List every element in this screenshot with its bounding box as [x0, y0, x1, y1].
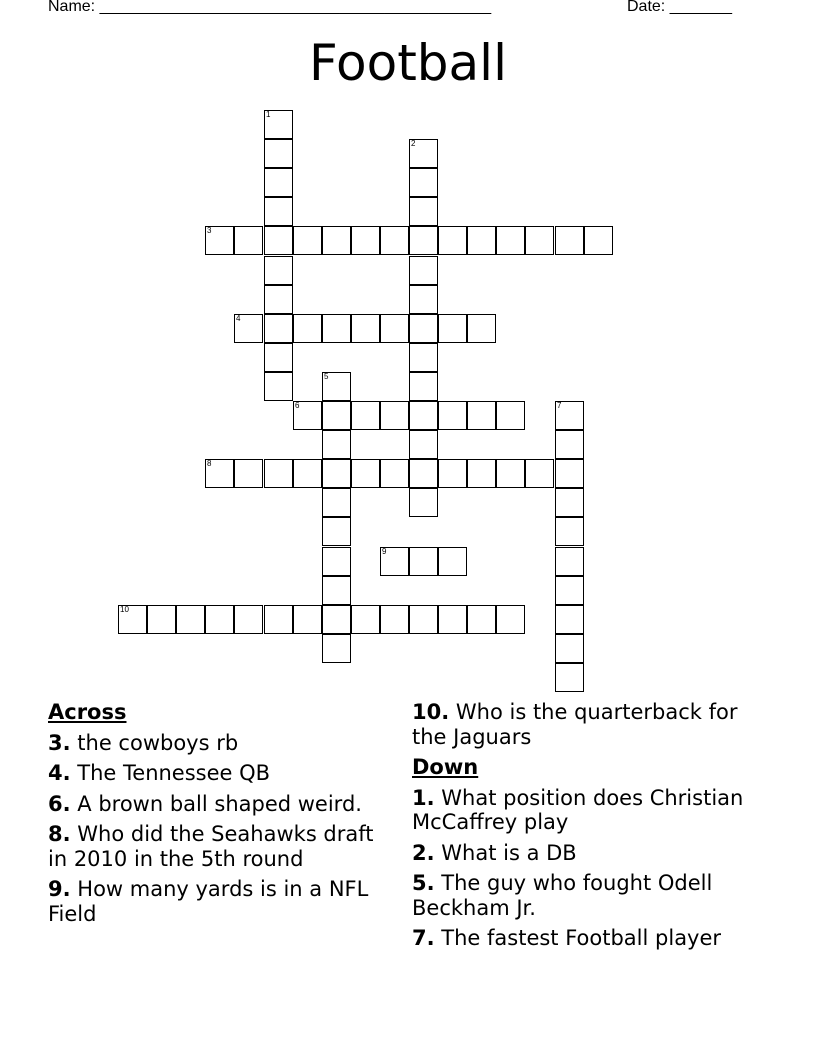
grid-cell[interactable] — [555, 663, 584, 692]
grid-cell[interactable] — [118, 605, 147, 634]
clue-number: 5. — [412, 871, 435, 895]
clues-column-right — [412, 700, 772, 957]
grid-cell[interactable] — [438, 401, 467, 430]
grid-cell[interactable] — [409, 547, 438, 576]
grid-cell[interactable] — [293, 459, 322, 488]
grid-cell[interactable] — [293, 314, 322, 343]
grid-cell[interactable] — [555, 576, 584, 605]
name-field-label: Name: ____________________________________________ — [48, 0, 492, 15]
clue-text: Who did the Seahawks draft in 2010 in the 5th round — [48, 822, 374, 871]
grid-cell[interactable] — [205, 605, 234, 634]
grid-cell[interactable] — [409, 285, 438, 314]
cell-number: 3 — [207, 226, 212, 235]
cell-number: 2 — [411, 139, 416, 148]
grid-cell[interactable] — [264, 139, 293, 168]
grid-cell[interactable] — [409, 168, 438, 197]
clue-down-1 — [412, 786, 772, 835]
grid-cell[interactable] — [380, 314, 409, 343]
grid-cell[interactable] — [293, 226, 322, 255]
grid-cell[interactable] — [205, 226, 234, 255]
grid-cell[interactable] — [555, 459, 584, 488]
grid-cell[interactable] — [322, 605, 351, 634]
grid-cell[interactable] — [525, 459, 554, 488]
across-heading: Across — [48, 700, 127, 724]
clue-down-5 — [412, 871, 772, 920]
grid-cell[interactable] — [322, 488, 351, 517]
clue-text: What is a DB — [441, 840, 577, 865]
cell-number: 8 — [207, 459, 212, 468]
grid-cell[interactable] — [380, 547, 409, 576]
clue-across-6 — [48, 792, 393, 817]
grid-cell[interactable] — [409, 372, 438, 401]
grid-cell[interactable] — [496, 401, 525, 430]
grid-cell[interactable] — [322, 430, 351, 459]
grid-cell[interactable] — [322, 547, 351, 576]
grid-cell[interactable] — [264, 459, 293, 488]
grid-cell[interactable] — [467, 314, 496, 343]
grid-cell[interactable] — [555, 634, 584, 663]
grid-cell[interactable] — [205, 459, 234, 488]
down-heading: Down — [412, 755, 479, 779]
clue-number: 6. — [48, 791, 71, 816]
grid-cell[interactable] — [438, 226, 467, 255]
clue-number: 4. — [48, 761, 71, 785]
grid-cell[interactable] — [409, 226, 438, 255]
grid-cell[interactable] — [438, 314, 467, 343]
grid-cell[interactable] — [496, 605, 525, 634]
grid-cell[interactable] — [409, 605, 438, 634]
grid-cell[interactable] — [584, 226, 613, 255]
clue-number: 10. — [412, 700, 450, 724]
grid-cell[interactable] — [555, 430, 584, 459]
clue-text: The fastest Football player — [441, 926, 722, 950]
grid-cell[interactable] — [322, 634, 351, 663]
grid-cell[interactable] — [380, 605, 409, 634]
grid-cell[interactable] — [147, 605, 176, 634]
grid-cell[interactable] — [234, 459, 263, 488]
grid-cell[interactable] — [234, 226, 263, 255]
grid-cell[interactable] — [322, 401, 351, 430]
grid-cell[interactable] — [409, 314, 438, 343]
grid-cell[interactable] — [438, 605, 467, 634]
grid-cell[interactable] — [234, 605, 263, 634]
grid-cell[interactable] — [380, 226, 409, 255]
grid-cell[interactable] — [467, 401, 496, 430]
grid-cell[interactable] — [467, 459, 496, 488]
grid-cell[interactable] — [409, 401, 438, 430]
cell-number: 5 — [324, 372, 329, 381]
grid-cell[interactable] — [264, 197, 293, 226]
cell-number: 6 — [295, 401, 300, 410]
grid-cell[interactable] — [409, 430, 438, 459]
grid-cell[interactable] — [351, 401, 380, 430]
grid-cell[interactable] — [380, 401, 409, 430]
grid-cell[interactable] — [264, 605, 293, 634]
grid-cell[interactable] — [322, 459, 351, 488]
grid-cell[interactable] — [467, 605, 496, 634]
grid-cell[interactable] — [264, 343, 293, 372]
grid-cell[interactable] — [293, 605, 322, 634]
clue-down-2 — [412, 841, 772, 866]
clue-text: A brown ball shaped weird. — [77, 791, 362, 816]
grid-cell[interactable] — [264, 285, 293, 314]
grid-cell[interactable] — [409, 197, 438, 226]
clues-column-left — [48, 700, 393, 932]
cell-number: 7 — [557, 401, 562, 410]
cell-number: 4 — [236, 314, 241, 323]
grid-cell[interactable] — [467, 226, 496, 255]
grid-cell[interactable] — [496, 226, 525, 255]
clue-down-7 — [412, 926, 772, 951]
grid-cell[interactable] — [322, 372, 351, 401]
clue-number: 1. — [412, 785, 435, 810]
clue-text: What position does Christian McCaffrey play — [412, 785, 744, 834]
grid-cell[interactable] — [234, 314, 263, 343]
grid-cell[interactable] — [438, 547, 467, 576]
grid-cell[interactable] — [322, 576, 351, 605]
clue-number: 2. — [412, 840, 435, 865]
clue-text: How many yards is in a NFL Field — [48, 877, 369, 926]
puzzle-title: Football — [309, 34, 507, 92]
grid-cell[interactable] — [409, 459, 438, 488]
cell-number: 9 — [382, 547, 387, 556]
clue-text: the cowboys rb — [77, 730, 239, 755]
grid-cell[interactable] — [264, 314, 293, 343]
cell-number: 1 — [266, 110, 271, 119]
grid-cell[interactable] — [293, 401, 322, 430]
clue-number: 7. — [412, 926, 435, 950]
grid-cell[interactable] — [351, 226, 380, 255]
clue-text: The Tennessee QB — [77, 761, 271, 785]
clue-across-10 — [412, 700, 772, 749]
grid-cell[interactable] — [555, 605, 584, 634]
grid-cell[interactable] — [351, 605, 380, 634]
grid-cell[interactable] — [409, 488, 438, 517]
grid-cell[interactable] — [264, 110, 293, 139]
date-field-label: Date: _______ — [627, 0, 732, 15]
clue-number: 8. — [48, 822, 71, 846]
grid-cell[interactable] — [409, 343, 438, 372]
grid-cell[interactable] — [176, 605, 205, 634]
grid-cell[interactable] — [322, 226, 351, 255]
clue-across-9 — [48, 877, 393, 926]
clue-number: 3. — [48, 730, 71, 755]
cell-number: 10 — [120, 605, 129, 614]
grid-cell[interactable] — [438, 459, 467, 488]
grid-cell[interactable] — [555, 547, 584, 576]
clue-across-3 — [48, 731, 393, 756]
grid-cell[interactable] — [555, 488, 584, 517]
grid-cell[interactable] — [555, 517, 584, 546]
grid-cell[interactable] — [322, 517, 351, 546]
grid-cell[interactable] — [496, 459, 525, 488]
grid-cell[interactable] — [525, 226, 554, 255]
grid-cell[interactable] — [264, 226, 293, 255]
grid-cell[interactable] — [351, 459, 380, 488]
grid-cell[interactable] — [409, 256, 438, 285]
grid-cell[interactable] — [264, 256, 293, 285]
clue-across-4 — [48, 761, 393, 786]
grid-cell[interactable] — [264, 168, 293, 197]
grid-cell[interactable] — [264, 372, 293, 401]
grid-cell[interactable] — [322, 314, 351, 343]
clue-across-8 — [48, 822, 393, 871]
clue-text: Who is the quarterback for the Jaguars — [412, 700, 738, 749]
grid-cell[interactable] — [555, 226, 584, 255]
grid-cell[interactable] — [409, 139, 438, 168]
clue-text: The guy who fought Odell Beckham Jr. — [412, 871, 713, 920]
clue-number: 9. — [48, 877, 71, 901]
grid-cell[interactable] — [380, 459, 409, 488]
grid-cell[interactable] — [351, 314, 380, 343]
grid-cell[interactable] — [555, 401, 584, 430]
